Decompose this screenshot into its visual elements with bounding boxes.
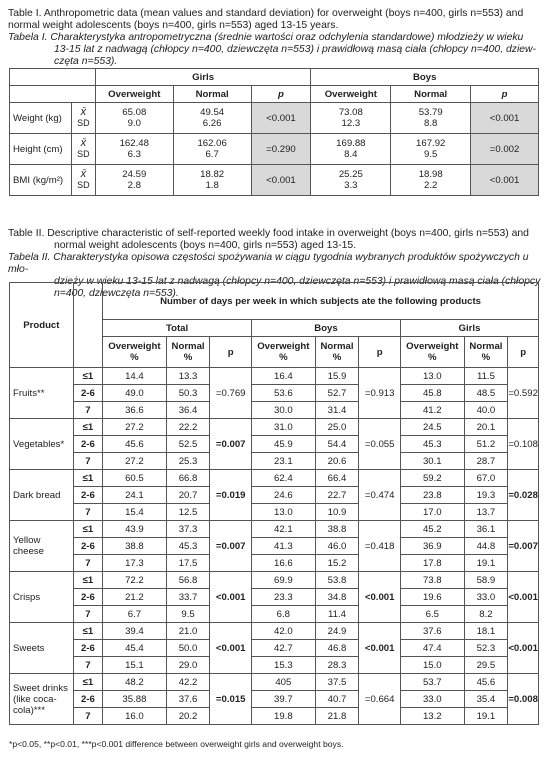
boys-overweight-pct: 42.7 [252,640,316,657]
boys-p-value: =0.913 [359,368,401,419]
food-row [10,504,539,521]
table2-caption-pl-2: dzieży w wieku 13-15 lat z nadwagą (chłopcy n=400, dziewczęta n=553) i prawidłową masą ciała (chłopcy [54,276,541,287]
food-row [10,657,539,674]
total-overweight-pct: 35.88 [103,691,167,708]
total-normal-pct: 22.2 [166,419,210,436]
total-normal-pct: 33.7 [166,589,210,606]
girls-normal-pct: 36.1 [464,521,508,538]
total-p-value: =0.769 [210,368,252,419]
total-overweight-pct: 36.6 [103,402,167,419]
row-label: Weight (kg) [10,103,72,134]
girls-overweight-pct: 19.6 [400,589,464,606]
frequency-level: ≤1 [73,419,102,436]
total-overweight-pct: 16.0 [103,708,167,725]
food-row [10,708,539,725]
girls-p-value: =0.028 [508,470,539,521]
frequency-level: ≤1 [73,572,102,589]
boys-normal-pct: 37.5 [315,674,359,691]
total-p-value: <0.001 [210,623,252,674]
food-row [10,436,539,453]
boys-normal-pct: 52.7 [315,385,359,402]
boys-overweight-pct: 42.0 [252,623,316,640]
boys-overweight-pct: 69.9 [252,572,316,589]
food-row [10,453,539,470]
boys-overweight-pct: 42.1 [252,521,316,538]
girls-overweight-pct: 59.2 [400,470,464,487]
food-row [10,589,539,606]
food-row [10,640,539,657]
girls-normal-pct: 45.6 [464,674,508,691]
boys-p-value: <0.001 [471,165,539,196]
boys-overweight-pct: 405 [252,674,316,691]
boys-overweight-pct: 23.3 [252,589,316,606]
total-overweight-pct: 45.6 [103,436,167,453]
total-normal-pct: 20.2 [166,708,210,725]
total-overweight-pct: 21.2 [103,589,167,606]
total-overweight-pct: 27.2 [103,453,167,470]
product-name: Vegetables* [10,419,74,470]
total-overweight-pct: 15.4 [103,504,167,521]
girls-ow-header: Overweight % [400,337,464,368]
girls-normal-pct: 19.1 [464,708,508,725]
total-normal-pct: 17.5 [166,555,210,572]
frequency-level: ≤1 [73,470,102,487]
total-overweight-pct: 24.1 [103,487,167,504]
girls-normal-value: 18.82 1.8 [173,165,251,196]
total-normal-pct: 37.3 [166,521,210,538]
total-p-value: =0.007 [210,419,252,470]
boys-normal-pct: 11.4 [315,606,359,623]
frequency-level: 2-6 [73,589,102,606]
food-row [10,555,539,572]
frequency-level: 2-6 [73,691,102,708]
boys-overweight-pct: 13.0 [252,504,316,521]
boys-overweight-pct: 39.7 [252,691,316,708]
total-overweight-pct: 27.2 [103,419,167,436]
boys-p-value: <0.001 [359,623,401,674]
frequency-level: 7 [73,708,102,725]
mean-sd-symbol: x̄ SD [71,103,95,134]
girls-normal-pct: 18.1 [464,623,508,640]
girls-normal-pct: 35.4 [464,691,508,708]
girls-overweight-pct: 17.0 [400,504,464,521]
boys-p-value: =0.055 [359,419,401,470]
total-overweight-pct: 48.2 [103,674,167,691]
boys-overweight-pct: 45.9 [252,436,316,453]
boys-normal-value: 18.98 2.2 [391,165,471,196]
girls-overweight-pct: 33.0 [400,691,464,708]
food-row [10,674,539,691]
frequency-level: ≤1 [73,674,102,691]
boys-p-header-t2: p [359,337,401,368]
boys-normal-pct: 46.8 [315,640,359,657]
girls-overweight-pct: 73.8 [400,572,464,589]
boys-normal-pct: 24.9 [315,623,359,640]
girls-p-value: <0.001 [251,165,311,196]
girls-p-value: <0.001 [508,623,539,674]
total-normal-pct: 52.5 [166,436,210,453]
boys-overweight-pct: 23.1 [252,453,316,470]
total-normal-pct: 29.0 [166,657,210,674]
girls-normal-pct: 48.5 [464,385,508,402]
girls-header-t2: Girls [400,320,538,337]
girls-normal-pct: 19.3 [464,487,508,504]
girls-header: Girls [95,69,311,86]
frequency-level: ≤1 [73,623,102,640]
anthropometric-table [9,68,539,196]
table2-caption-en-2: normal weight adolescents (boys n=400, girls n=553) aged 13-15. [54,240,357,251]
boys-overweight-pct: 24.6 [252,487,316,504]
total-header: Total [103,320,252,337]
girls-overweight-pct: 17.8 [400,555,464,572]
frequency-level: 2-6 [73,385,102,402]
food-intake-table [9,282,539,725]
total-p-value: =0.019 [210,470,252,521]
anthro-row [10,134,539,165]
girls-overweight-header: Overweight [95,86,173,103]
total-overweight-pct: 39.4 [103,623,167,640]
total-overweight-pct: 17.3 [103,555,167,572]
girls-p-value: <0.001 [251,103,311,134]
boys-header: Boys [311,69,539,86]
girls-overweight-pct: 30.1 [400,453,464,470]
boys-n-header: Normal % [315,337,359,368]
table2-caption-pl-1: Tabela II. Charakterystyka opisowa częstości spożywania w ciągu tygodnia wybranych produktów spożywczych u mło- [8,252,529,275]
boys-p-value: =0.418 [359,521,401,572]
girls-p-value: =0.592 [508,368,539,419]
girls-overweight-pct: 6.5 [400,606,464,623]
girls-normal-value: 162.06 6.7 [173,134,251,165]
total-normal-pct: 36.4 [166,402,210,419]
main-header: Number of days per week in which subjects ate the following products [103,283,539,320]
girls-normal-pct: 13.7 [464,504,508,521]
food-row [10,572,539,589]
frequency-level: 7 [73,402,102,419]
food-row [10,368,539,385]
boys-p-value: =0.664 [359,674,401,725]
total-normal-pct: 50.0 [166,640,210,657]
boys-overweight-pct: 30.0 [252,402,316,419]
product-name: Sweets [10,623,74,674]
boys-overweight-value: 169.88 8.4 [311,134,391,165]
total-normal-pct: 9.5 [166,606,210,623]
total-normal-pct: 37.6 [166,691,210,708]
girls-overweight-pct: 53.7 [400,674,464,691]
product-name: Fruits** [10,368,74,419]
boys-overweight-header: Overweight [311,86,391,103]
food-row [10,385,539,402]
girls-overweight-pct: 45.3 [400,436,464,453]
boys-overweight-value: 25.25 3.3 [311,165,391,196]
frequency-level: ≤1 [73,521,102,538]
total-overweight-pct: 60.5 [103,470,167,487]
girls-normal-pct: 44.8 [464,538,508,555]
girls-p-value: =0.290 [251,134,311,165]
boys-normal-pct: 20.6 [315,453,359,470]
food-row [10,623,539,640]
total-overweight-pct: 14.4 [103,368,167,385]
girls-normal-pct: 67.0 [464,470,508,487]
girls-normal-pct: 52.3 [464,640,508,657]
product-header: Product [10,283,74,368]
girls-overweight-pct: 13.0 [400,368,464,385]
total-p-value: <0.001 [210,572,252,623]
total-normal-pct: 12.5 [166,504,210,521]
boys-normal-pct: 38.8 [315,521,359,538]
frequency-level: 7 [73,606,102,623]
total-overweight-pct: 6.7 [103,606,167,623]
girls-normal-pct: 33.0 [464,589,508,606]
boys-normal-pct: 25.0 [315,419,359,436]
table1-caption [8,8,546,68]
girls-overweight-pct: 47.4 [400,640,464,657]
girls-normal-pct: 19.1 [464,555,508,572]
boys-overweight-pct: 62.4 [252,470,316,487]
girls-overweight-pct: 24.5 [400,419,464,436]
product-name: Crisps [10,572,74,623]
boys-overweight-pct: 19.8 [252,708,316,725]
boys-p-value: =0.002 [471,134,539,165]
food-row [10,419,539,436]
mean-sd-symbol: x̄ SD [71,134,95,165]
boys-overweight-pct: 53.6 [252,385,316,402]
footnote: *p<0.05, **p<0.01, ***p<0.001 difference between overweight girls and overweight boys. [9,739,344,749]
total-overweight-pct: 38.8 [103,538,167,555]
total-ow-header: Overweight % [103,337,167,368]
total-p-header: p [210,337,252,368]
boys-overweight-value: 73.08 12.3 [311,103,391,134]
girls-overweight-pct: 13.2 [400,708,464,725]
frequency-level: 2-6 [73,487,102,504]
boys-overweight-pct: 16.6 [252,555,316,572]
total-normal-pct: 20.7 [166,487,210,504]
total-overweight-pct: 45.4 [103,640,167,657]
girls-normal-pct: 58.9 [464,572,508,589]
boys-overweight-pct: 6.8 [252,606,316,623]
girls-overweight-pct: 23.8 [400,487,464,504]
girls-p-value: <0.001 [508,572,539,623]
boys-p-header: p [471,86,539,103]
total-normal-pct: 56.8 [166,572,210,589]
total-p-value: =0.015 [210,674,252,725]
frequency-level: 7 [73,555,102,572]
girls-overweight-pct: 36.9 [400,538,464,555]
table2-caption-pl-3: n=400, dziewczęta n=553). [54,288,179,299]
boys-normal-pct: 28.3 [315,657,359,674]
frequency-level: 7 [73,453,102,470]
girls-overweight-pct: 45.8 [400,385,464,402]
boys-normal-pct: 34.8 [315,589,359,606]
boys-p-value: =0.474 [359,470,401,521]
girls-normal-pct: 8.2 [464,606,508,623]
total-p-value: =0.007 [210,521,252,572]
boys-overweight-pct: 31.0 [252,419,316,436]
food-row [10,487,539,504]
girls-normal-pct: 51.2 [464,436,508,453]
row-label: Height (cm) [10,134,72,165]
food-row [10,521,539,538]
total-normal-pct: 25.3 [166,453,210,470]
boys-normal-pct: 53.8 [315,572,359,589]
girls-overweight-pct: 41.2 [400,402,464,419]
total-normal-pct: 42.2 [166,674,210,691]
boys-p-value: <0.001 [359,572,401,623]
boys-overweight-pct: 41.3 [252,538,316,555]
food-row [10,606,539,623]
boys-normal-pct: 31.4 [315,402,359,419]
total-normal-pct: 21.0 [166,623,210,640]
boys-overweight-pct: 15.3 [252,657,316,674]
girls-overweight-pct: 37.6 [400,623,464,640]
girls-p-value: =0.008 [508,674,539,725]
girls-overweight-value: 24.59 2.8 [95,165,173,196]
product-name: Sweet drinks (like coca-cola)*** [10,674,74,725]
frequency-level: 7 [73,657,102,674]
boys-overweight-pct: 16.4 [252,368,316,385]
boys-normal-pct: 15.2 [315,555,359,572]
total-overweight-pct: 43.9 [103,521,167,538]
total-normal-pct: 50.3 [166,385,210,402]
food-row [10,402,539,419]
mean-sd-symbol: x̄ SD [71,165,95,196]
product-name: Yellow cheese [10,521,74,572]
frequency-level: ≤1 [73,368,102,385]
anthro-row [10,165,539,196]
boys-normal-value: 53.79 8.8 [391,103,471,134]
boys-normal-pct: 22.7 [315,487,359,504]
girls-p-value: =0.007 [508,521,539,572]
girls-normal-pct: 40.0 [464,402,508,419]
frequency-level: 2-6 [73,538,102,555]
girls-overweight-pct: 15.0 [400,657,464,674]
total-overweight-pct: 15.1 [103,657,167,674]
girls-overweight-value: 162.48 6.3 [95,134,173,165]
girls-normal-value: 49.54 6.26 [173,103,251,134]
girls-p-header: p [251,86,311,103]
food-row [10,470,539,487]
food-row [10,538,539,555]
boys-normal-pct: 15.9 [315,368,359,385]
total-n-header: Normal % [166,337,210,368]
table1-caption-pl-1: Tabela I. Charakterystyka antropometryczna (średnie wartości oraz odchylenia standardowe) młodzieży w wieku [8,32,524,43]
girls-normal-header: Normal [173,86,251,103]
girls-normal-pct: 29.5 [464,657,508,674]
total-overweight-pct: 72.2 [103,572,167,589]
table1-caption-en: Table I. Anthropometric data (mean values and standard deviation) for overweight (boys n=400, girls n=553) and normal weight adolescents (boys n=400, girls n=553) aged 13-15 years. [8,8,524,31]
boys-ow-header: Overweight % [252,337,316,368]
girls-normal-pct: 20.1 [464,419,508,436]
girls-normal-pct: 11.5 [464,368,508,385]
row-label: BMI (kg/m²) [10,165,72,196]
boys-header-t2: Boys [252,320,401,337]
boys-normal-value: 167.92 9.5 [391,134,471,165]
boys-normal-pct: 46.0 [315,538,359,555]
boys-p-value: <0.001 [471,103,539,134]
frequency-level: 7 [73,504,102,521]
anthro-row [10,103,539,134]
girls-p-header-t2: p [508,337,539,368]
total-overweight-pct: 49.0 [103,385,167,402]
girls-overweight-value: 65.08 9.0 [95,103,173,134]
boys-normal-pct: 10.9 [315,504,359,521]
total-normal-pct: 66.8 [166,470,210,487]
product-name: Dark bread [10,470,74,521]
food-row [10,691,539,708]
total-normal-pct: 45.3 [166,538,210,555]
girls-p-value: =0.108 [508,419,539,470]
total-normal-pct: 13.3 [166,368,210,385]
table1-caption-pl-2: 13-15 lat z nadwagą (chłopcy n=400, dziewczęta n=553) i prawidłową masą ciała (chłopcy n=400, dziew- [54,44,536,55]
table2-caption-en-1: Table II. Descriptive characteristic of self-reported weekly food intake in overweight (boys n=400, girls n=553) and [8,228,529,239]
boys-normal-header: Normal [391,86,471,103]
table1-caption-pl-3: częta n=553). [54,56,118,67]
girls-n-header: Normal % [464,337,508,368]
girls-normal-pct: 28.7 [464,453,508,470]
boys-normal-pct: 54.4 [315,436,359,453]
frequency-level: 2-6 [73,436,102,453]
boys-normal-pct: 66.4 [315,470,359,487]
boys-normal-pct: 21.8 [315,708,359,725]
girls-overweight-pct: 45.2 [400,521,464,538]
boys-normal-pct: 40.7 [315,691,359,708]
frequency-level: 2-6 [73,640,102,657]
